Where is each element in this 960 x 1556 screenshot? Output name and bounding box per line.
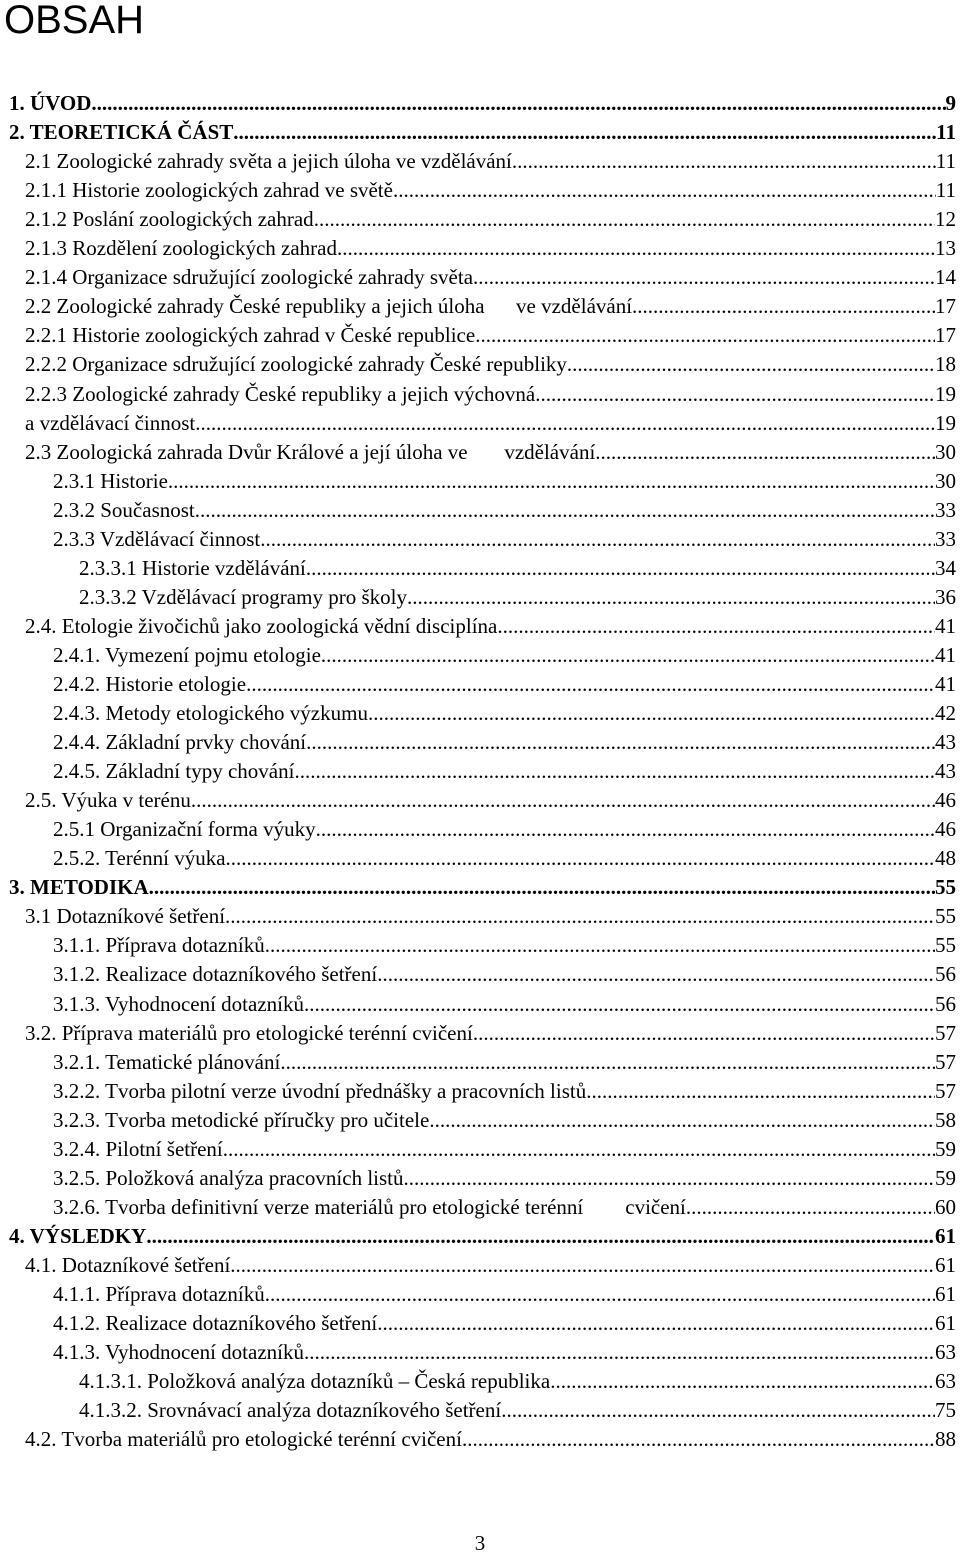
toc-entry-page: 57 <box>935 1078 956 1106</box>
toc-entry-title: 3.2.3. Tvorba metodické příručky pro učitele <box>53 1107 429 1135</box>
toc-entry-title: 2.4.4. Základní prvky chování <box>53 729 306 757</box>
toc-entry-page: 56 <box>935 991 956 1019</box>
toc-entry-title: 3. METODIKA <box>9 874 149 902</box>
dot-leader <box>304 991 935 1019</box>
toc-entry-title: 3.1.3. Vyhodnocení dotazníků <box>53 991 304 1019</box>
dot-leader <box>512 148 936 176</box>
toc-entry-title: 2.1.2 Poslání zoologických zahrad <box>25 206 314 234</box>
dot-leader <box>195 497 935 525</box>
toc-entry <box>0 1367 960 1396</box>
dot-leader <box>473 264 935 292</box>
toc-entry-title: 2.3 Zoologická zahrada Dvůr Králové a její úloha ve vzdělávání <box>25 439 595 467</box>
toc-entry-page: 60 <box>935 1194 956 1222</box>
toc-entry <box>0 728 960 757</box>
toc-entry-title: 4. VÝSLEDKY <box>9 1223 146 1251</box>
dot-leader <box>586 1078 935 1106</box>
toc-entry-title: 2.4.2. Historie etologie <box>53 671 246 699</box>
toc-entry <box>0 350 960 379</box>
dot-leader <box>393 177 936 205</box>
toc-entry-page: 41 <box>935 671 956 699</box>
toc-entry <box>0 757 960 786</box>
toc-entry-page: 30 <box>935 468 956 496</box>
toc-entry <box>0 379 960 408</box>
dot-leader <box>225 903 935 931</box>
toc-entry-page: 63 <box>935 1339 956 1367</box>
dot-leader <box>377 961 935 989</box>
dot-leader <box>497 613 935 641</box>
toc-entry <box>0 118 960 147</box>
toc-entry-page: 12 <box>935 206 956 234</box>
toc-entry-title: 4.1. Dotazníkové šetření <box>25 1252 230 1280</box>
toc-entry-page: 56 <box>935 961 956 989</box>
dot-leader <box>191 787 935 815</box>
dot-leader <box>567 351 935 379</box>
toc-entry-title: 2.2.3 Zoologické zahrady České republiky a jejich výchovná <box>25 381 535 409</box>
page-number: 3 <box>474 1531 486 1555</box>
toc-entry-page: 36 <box>935 584 956 612</box>
toc-entry-title: 2.4.3. Metody etologického výzkumu <box>53 700 368 728</box>
toc-entry-title: 2.4.5. Základní typy chování <box>53 758 294 786</box>
toc-entry <box>0 554 960 583</box>
dot-leader <box>404 1165 936 1193</box>
dot-leader <box>316 816 935 844</box>
toc-entry-page: 41 <box>935 613 956 641</box>
toc-entry-title: 4.1.1. Příprava dotazníků <box>53 1281 265 1309</box>
toc-entry-title: 2.1.3 Rozdělení zoologických zahrad <box>25 235 337 263</box>
toc-entry <box>0 873 960 902</box>
toc-entry <box>0 670 960 699</box>
dot-leader <box>146 1223 935 1251</box>
toc-entry <box>0 931 960 960</box>
toc-entry-page: 59 <box>935 1136 956 1164</box>
toc-entry-page: 11 <box>936 177 956 205</box>
dot-leader <box>230 1252 935 1280</box>
toc-entry <box>0 438 960 467</box>
toc-entry-page: 13 <box>935 235 956 263</box>
toc-entry-title: 4.1.3. Vyhodnocení dotazníků <box>53 1339 304 1367</box>
toc-entry-page: 61 <box>935 1252 956 1280</box>
toc-entry-page: 57 <box>935 1049 956 1077</box>
toc-entry-page: 17 <box>935 293 956 321</box>
toc-entry <box>0 205 960 234</box>
toc-entry <box>0 612 960 641</box>
toc-entry <box>0 1106 960 1135</box>
toc-entry-title: 2.1 Zoologické zahrady světa a jejich úloha ve vzdělávání <box>25 148 512 176</box>
toc-entry-page: 61 <box>935 1310 956 1338</box>
dot-leader <box>233 119 936 147</box>
dot-leader <box>168 468 935 496</box>
dot-leader <box>314 206 935 234</box>
toc-entry-title: 4.1.3.2. Srovnávací analýza dotazníkového šetření <box>79 1397 501 1425</box>
toc-entry-title: 2.1.4 Organizace sdružující zoologické zahrady světa <box>25 264 473 292</box>
toc-entry <box>0 815 960 844</box>
toc-entry <box>0 1048 960 1077</box>
dot-leader <box>195 410 935 438</box>
toc-entry-title: 2.5. Výuka v terénu <box>25 787 191 815</box>
toc-entry <box>0 699 960 728</box>
toc-entry <box>0 1396 960 1425</box>
toc-entry <box>0 176 960 205</box>
toc-entry <box>0 1164 960 1193</box>
toc-entry-page: 41 <box>935 642 956 670</box>
toc-entry <box>0 989 960 1018</box>
toc-entry <box>0 1222 960 1251</box>
toc-entry-title: 2.3.3 Vzdělávací činnost <box>53 526 260 554</box>
toc-entry <box>0 321 960 350</box>
toc-entry <box>0 292 960 321</box>
toc-entry <box>0 1425 960 1454</box>
toc-entry-title: 3.2.2. Tvorba pilotní verze úvodní přednášky a pracovních listů <box>53 1078 586 1106</box>
toc-entry-page: 57 <box>935 1020 956 1048</box>
dot-leader <box>550 1368 935 1396</box>
toc-entry-page: 63 <box>935 1368 956 1396</box>
dot-leader <box>337 235 935 263</box>
dot-leader <box>462 1426 935 1454</box>
toc-entry-page: 19 <box>935 381 956 409</box>
dot-leader <box>265 932 935 960</box>
toc-entry-title: 2.3.3.2 Vzdělávací programy pro školy <box>79 584 407 612</box>
toc-entry <box>0 467 960 496</box>
toc-entry-title: 2.5.2. Terénní výuka <box>53 845 226 873</box>
dot-leader <box>368 700 935 728</box>
toc-entry <box>0 641 960 670</box>
toc-entry-page: 55 <box>935 874 956 902</box>
toc-entry-page: 17 <box>935 322 956 350</box>
toc-entry-page: 46 <box>935 816 956 844</box>
toc-entry <box>0 1309 960 1338</box>
toc-entry <box>0 409 960 438</box>
toc-entry-page: 48 <box>935 845 956 873</box>
toc-entry-page: 43 <box>935 758 956 786</box>
toc-entry <box>0 1193 960 1222</box>
toc-entry-title: 3.2. Příprava materiálů pro etologické terénní cvičení <box>25 1020 473 1048</box>
toc-entry <box>0 89 960 118</box>
toc-entry-page: 55 <box>935 903 956 931</box>
toc-entry-page: 34 <box>935 555 956 583</box>
page-title: OBSAH <box>4 0 145 42</box>
toc-entry-page: 33 <box>935 497 956 525</box>
toc-entry-page: 61 <box>935 1281 956 1309</box>
toc-entry-page: 42 <box>935 700 956 728</box>
toc-entry <box>0 1280 960 1309</box>
toc-entry-title: 3.2.1. Tematické plánování <box>53 1049 280 1077</box>
toc-entry <box>0 1135 960 1164</box>
toc-entry-title: 4.1.3.1. Položková analýza dotazníků – Česká republika <box>79 1368 550 1396</box>
toc-entry-title: 2.2.2 Organizace sdružující zoologické zahrady České republiky <box>25 351 567 379</box>
toc-entry-title: 4.1.2. Realizace dotazníkového šetření <box>53 1310 377 1338</box>
dot-leader <box>501 1397 935 1425</box>
toc-entry <box>0 496 960 525</box>
toc-entry <box>0 525 960 554</box>
toc-entry <box>0 786 960 815</box>
dot-leader <box>306 555 935 583</box>
toc-entry <box>0 960 960 989</box>
toc-entry-title: 2.4.1. Vymezení pojmu etologie <box>53 642 321 670</box>
dot-leader <box>473 1020 935 1048</box>
toc-entry-page: 55 <box>935 932 956 960</box>
toc-entry-title: 2.2.1 Historie zoologických zahrad v České republice <box>25 322 475 350</box>
dot-leader <box>280 1049 935 1077</box>
dot-leader <box>321 642 935 670</box>
toc-entry-page: 61 <box>935 1223 956 1251</box>
toc-entry <box>0 1019 960 1048</box>
toc-entry-title: 2.3.1 Historie <box>53 468 168 496</box>
toc-entry-title: 3.2.4. Pilotní šetření <box>53 1136 223 1164</box>
toc-entry-title: 3.2.6. Tvorba definitivní verze materiálů pro etologické terénní cvičení <box>53 1194 686 1222</box>
toc-entry-title: 2.2 Zoologické zahrady České republiky a jejich úloha ve vzdělávání <box>25 293 632 321</box>
toc-entry-page: 46 <box>935 787 956 815</box>
dot-leader <box>535 381 935 409</box>
toc-entry-page: 43 <box>935 729 956 757</box>
toc-entry-title: 3.2.5. Položková analýza pracovních listů <box>53 1165 404 1193</box>
toc-entry <box>0 1077 960 1106</box>
toc-entry-page: 9 <box>946 90 957 118</box>
toc-entry-title: 3.1.2. Realizace dotazníkového šetření <box>53 961 377 989</box>
dot-leader <box>260 526 935 554</box>
toc-entry-page: 18 <box>935 351 956 379</box>
toc-entry-page: 11 <box>936 119 956 147</box>
dot-leader <box>595 439 935 467</box>
toc-entry-title: 2.5.1 Organizační forma výuky <box>53 816 316 844</box>
dot-leader <box>226 845 935 873</box>
dot-leader <box>223 1136 935 1164</box>
toc-entry-page: 14 <box>935 264 956 292</box>
toc-entry <box>0 263 960 292</box>
toc-entry <box>0 583 960 612</box>
dot-leader <box>475 322 935 350</box>
dot-leader <box>265 1281 935 1309</box>
toc-entry-title: 2.4. Etologie živočichů jako zoologická vědní disciplína <box>25 613 497 641</box>
toc-entry-page: 33 <box>935 526 956 554</box>
dot-leader <box>294 758 935 786</box>
toc-entry <box>0 234 960 263</box>
toc-entry-page: 30 <box>935 439 956 467</box>
dot-leader <box>429 1107 935 1135</box>
toc-entry <box>0 1251 960 1280</box>
dot-leader <box>246 671 935 699</box>
toc-entry <box>0 147 960 176</box>
toc-entry-title: 2.1.1 Historie zoologických zahrad ve světě <box>25 177 393 205</box>
toc-entry-title: 3.1 Dotazníkové šetření <box>25 903 225 931</box>
dot-leader <box>91 90 945 118</box>
toc-entry-page: 75 <box>935 1397 956 1425</box>
toc-entry-page: 11 <box>936 148 956 176</box>
toc-entry <box>0 902 960 931</box>
toc-entry-title: a vzdělávací činnost <box>25 410 195 438</box>
dot-leader <box>149 874 935 902</box>
dot-leader <box>304 1339 935 1367</box>
toc-entry <box>0 844 960 873</box>
toc-entry-page: 58 <box>935 1107 956 1135</box>
toc-entry-title: 2.3.3.1 Historie vzdělávání <box>79 555 306 583</box>
toc-entry-page: 19 <box>935 410 956 438</box>
toc-entry-title: 2. TEORETICKÁ ČÁST <box>9 119 233 147</box>
dot-leader <box>686 1194 935 1222</box>
dot-leader <box>306 729 935 757</box>
toc-entry-page: 88 <box>935 1426 956 1454</box>
toc-entry-page: 59 <box>935 1165 956 1193</box>
dot-leader <box>377 1310 935 1338</box>
toc-entry-title: 2.3.2 Současnost <box>53 497 195 525</box>
table-of-contents <box>0 89 960 1454</box>
toc-entry-title: 1. ÚVOD <box>9 90 91 118</box>
dot-leader <box>407 584 935 612</box>
toc-entry-title: 4.2. Tvorba materiálů pro etologické terénní cvičení <box>25 1426 462 1454</box>
dot-leader <box>632 293 935 321</box>
toc-entry-title: 3.1.1. Příprava dotazníků <box>53 932 265 960</box>
toc-entry <box>0 1338 960 1367</box>
